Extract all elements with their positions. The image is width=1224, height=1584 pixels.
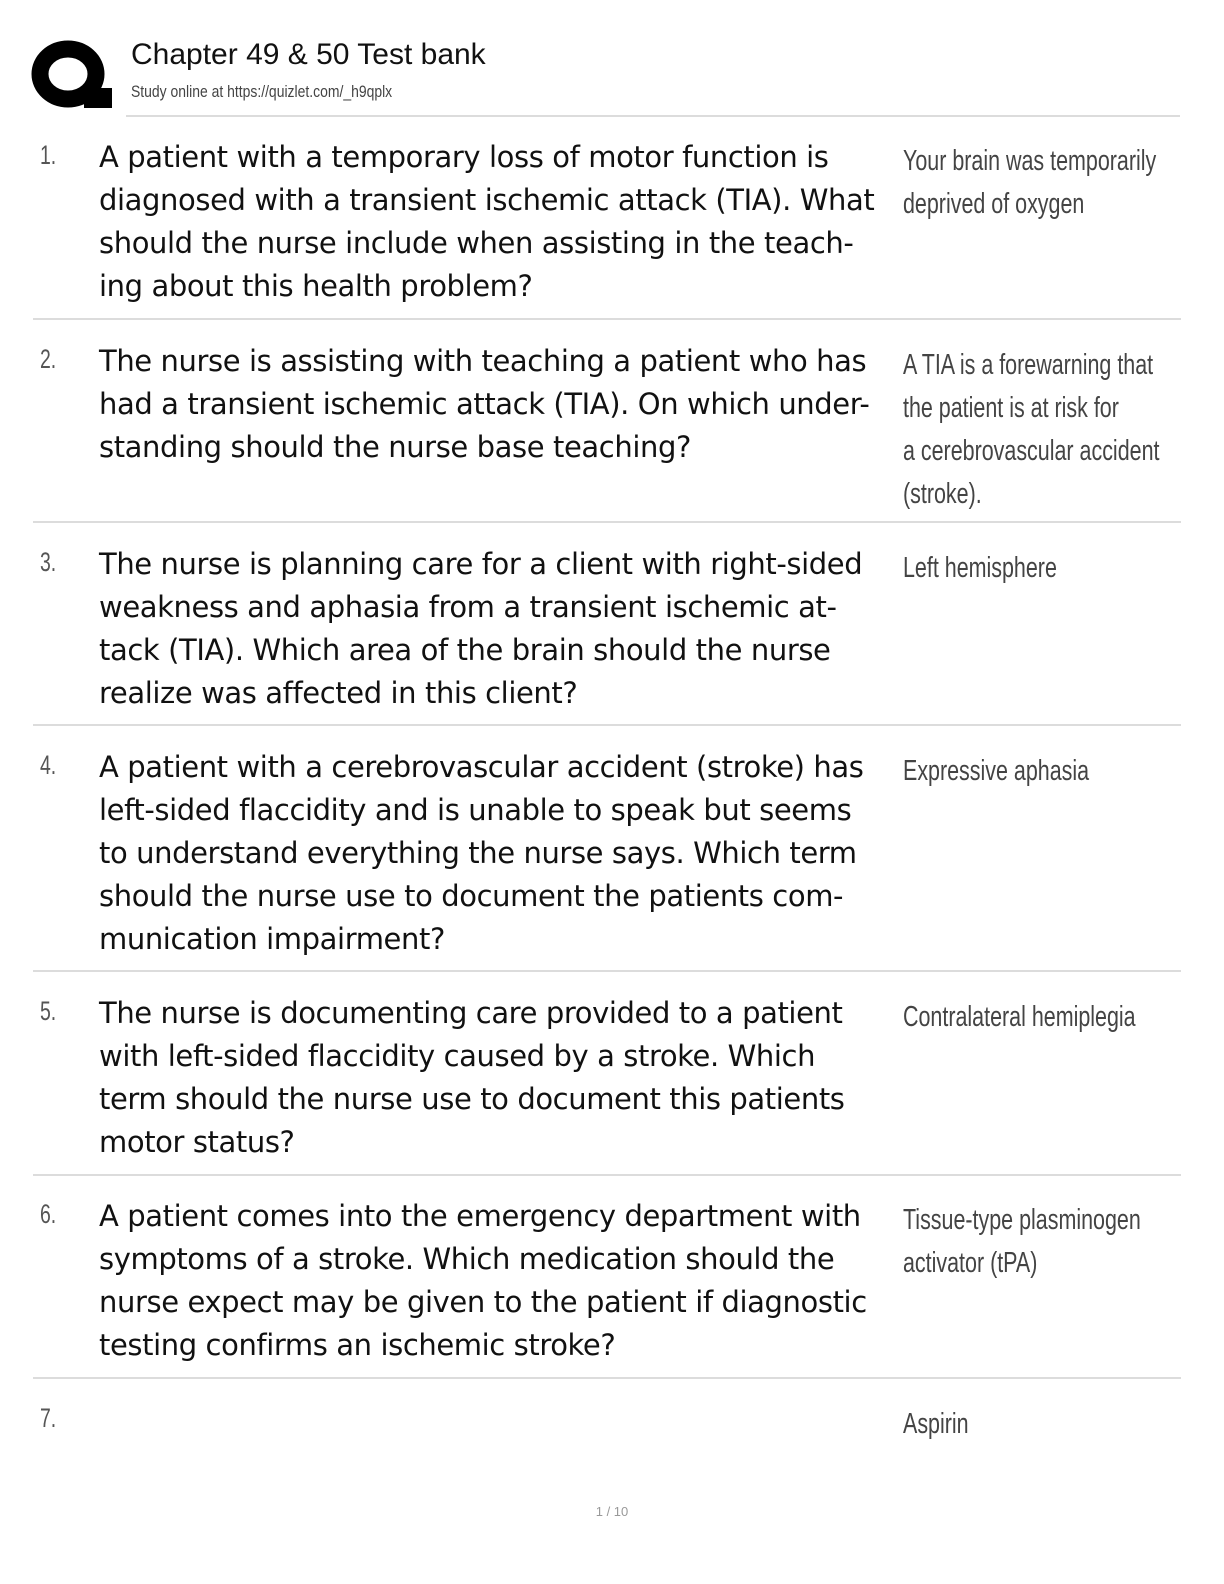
card-number: 3. (40, 547, 57, 577)
quizlet-logo-icon (30, 36, 114, 112)
card-answer: Contralateral hemiplegia (903, 1001, 1136, 1033)
flashcard-4 (33, 738, 1181, 972)
page-number: 1 / 10 (595, 1504, 629, 1519)
flashcard-3 (33, 535, 1181, 726)
card-number: 6. (40, 1199, 57, 1229)
card-question: The nurse is planning care for a client with right-sided weakness and aphasia from a transient ischemic at- tack (TIA). Which area of the brain should the nurse realize was affected in this client? (99, 547, 863, 710)
flashcard-5 (33, 984, 1181, 1176)
page-title: Chapter 49 & 50 Test bank (131, 38, 486, 71)
card-number: 1. (40, 140, 57, 170)
card-answer: Tissue-type plasminogen activator (tPA) (903, 1204, 1141, 1279)
card-number: 7. (40, 1403, 57, 1433)
card-number: 2. (40, 344, 57, 374)
study-online-link[interactable]: Study online at https://quizlet.com/_h9qplx (131, 82, 393, 101)
card-question: A patient comes into the emergency department with symptoms of a stroke. Which medication should the nurse expect may be given to the patient if diagnostic testing confirms an ischemic stroke? (99, 1199, 867, 1362)
card-question: The nurse is documenting care provided to a patient with left-sided flaccidity caused by a stroke. Which term should the nurse use to document this patients motor status? (99, 996, 845, 1159)
card-answer: Your brain was temporarily deprived of oxygen (903, 145, 1157, 220)
card-answer: A TIA is a forewarning that the patient is at risk for a cerebrovascular accident (stroke). (903, 349, 1160, 510)
flashcard-2 (33, 332, 1181, 523)
flashcard-7 (33, 1391, 1181, 1471)
card-answer: Aspirin (903, 1408, 969, 1440)
flashcard-6 (33, 1187, 1181, 1379)
card-question: A patient with a cerebrovascular accident (stroke) has left-sided flaccidity and is unable to speak but seems to understand everything the nurse says. Which term should the nurse use to document the patients com- munication impairment? (99, 750, 864, 956)
card-question: The nurse is assisting with teaching a patient who has had a transient ischemic attack (TIA). On which under- standing should the nurse base teaching? (99, 344, 870, 464)
card-question: A patient with a temporary loss of motor function is diagnosed with a transient ischemic attack (TIA). What should the nurse include when assisting in the teach- ing about this health problem? (99, 140, 875, 303)
card-answer: Expressive aphasia (903, 755, 1090, 787)
card-number: 4. (40, 750, 57, 780)
flashcard-1 (33, 128, 1181, 320)
card-answer: Left hemisphere (903, 552, 1057, 584)
document-header (30, 28, 1180, 118)
header-divider (126, 115, 1180, 117)
card-number: 5. (40, 996, 57, 1026)
